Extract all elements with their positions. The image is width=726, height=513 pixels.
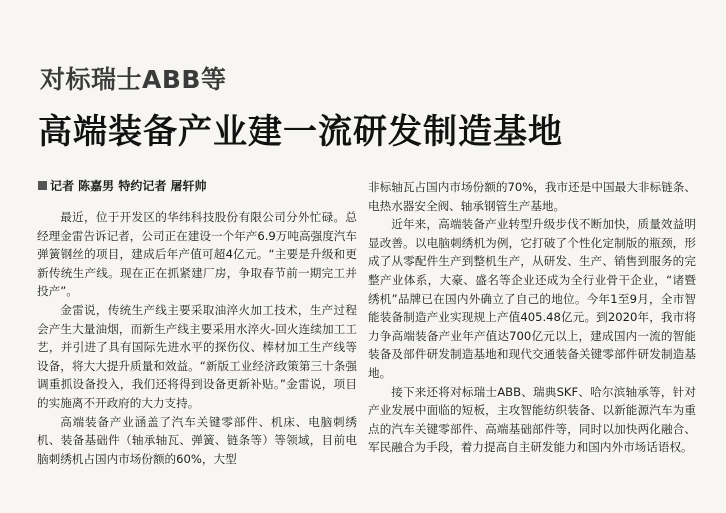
paragraph: 最近，位于开发区的华纬科技股份有限公司分外忙碌。总经理金雷告诉记者，公司正在建设一个年产6.9万吨高强度汽车弹簧钢丝的项目，建成后年产值可超4亿元。“主要是升级和更新传统生产线。现在正在抓紧建厂房，争取春节前一期完工并投产”。 [37, 210, 357, 299]
article-kicker: 对标瑞士ABB等 [40, 65, 227, 94]
paragraph: 近年来，高端装备产业转型升级步伐不断加快，质量效益明显改善。以电脑刺绣机为例，它打破了个性化定制版的瓶颈，形成了从零配件生产到整机生产，从研发、生产、销售到服务的完整产业体系，大豪、盛名等企业还成为全行业骨干企业，“诸暨绣机”品牌已在国内外确立了自己的地位。今年1至9月，全市智能装备制造产业实现规上产值405.48亿元。到2020年，我市将力争高端装备产业年产值达700亿元以上，建成国内一流的智能装备及部件研发制造基地和现代交通装备关键零部件研发制造基地。 [368, 217, 696, 380]
article-byline [38, 177, 207, 194]
article-column-left [37, 208, 357, 468]
article-column-right [368, 178, 696, 457]
byline-text: 记者 陈嘉男 特约记者 屠轩帅 [50, 179, 207, 193]
paragraph: 金雷说，传统生产线主要采取油淬火加工技术，生产过程会产生大量油烟，而新生产线主要采用水淬火-回火连续加工工艺，并引进了具有国际先进水平的探伤仪、棒材加工生产线等设备，将大大提升质量和效益。“新版工业经济政策第三十条强调重抓设备投入，我们还将得到设备更新补贴。”金雷说，项目的实施离不开政府的大力支持。 [37, 302, 357, 410]
square-bullet-icon [38, 181, 47, 190]
paragraph: 非标轴瓦占国内市场份额的70%，我市还是中国最大非标链条、电热水器安全阀、轴承钢管生产基地。 [368, 180, 696, 213]
paragraph: 接下来还将对标瑞士ABB、瑞典SKF、哈尔滨轴承等，针对产业发展中面临的短板，主攻智能纺织装备、以新能源汽车为重点的汽车关键零部件、高端基础部件等，同时以加快两化融合、军民融合为手段，着力提高自主研发能力和国内外市场话语权。 [368, 384, 696, 455]
paragraph: 高端装备产业涵盖了汽车关键零部件、机床、电脑刺绣机、装备基础件（轴承轴瓦、弹簧、链条等）等领域，目前电脑刺绣机占国内市场份额的60%，大型 [37, 414, 357, 466]
article-headline: 高端装备产业建一流研发制造基地 [38, 112, 563, 152]
